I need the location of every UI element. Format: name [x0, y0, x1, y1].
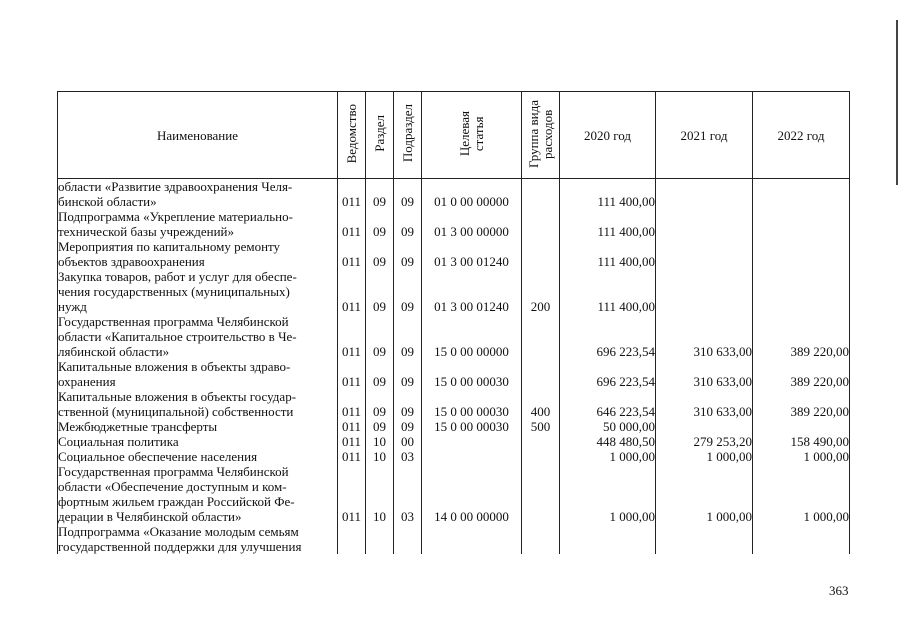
budget-table [57, 91, 850, 554]
podrazdel-cell: 03 [394, 449, 422, 464]
vedomstvo-cell: 011 [338, 449, 366, 464]
table-row [58, 359, 850, 389]
amount-2022-cell: 389 220,00 [753, 389, 850, 419]
table-row [58, 314, 850, 359]
amount-2021-cell [656, 524, 753, 554]
vedomstvo-cell: 011 [338, 269, 366, 314]
tselevaya-cell: 15 0 00 00000 [422, 314, 522, 359]
page-number: 363 [829, 583, 849, 598]
vedomstvo-cell: 011 [338, 209, 366, 239]
table-row [58, 464, 850, 524]
tselevaya-cell: 15 0 00 00030 [422, 389, 522, 419]
table-row [58, 269, 850, 314]
podrazdel-cell: 09 [394, 389, 422, 419]
table-row [58, 419, 850, 434]
vedomstvo-cell: 011 [338, 389, 366, 419]
amount-2022-cell: 158 490,00 [753, 434, 850, 449]
table-row [58, 524, 850, 554]
amount-2021-cell: 279 253,20 [656, 434, 753, 449]
table-row [58, 209, 850, 239]
table-body [58, 179, 850, 555]
amount-2021-cell: 1 000,00 [656, 449, 753, 464]
amount-2020-cell: 448 480,50 [560, 434, 656, 449]
amount-2021-cell: 310 633,00 [656, 359, 753, 389]
amount-2020-cell: 111 400,00 [560, 209, 656, 239]
col-header-podrazdel: Подраздел [394, 92, 422, 179]
razdel-cell: 10 [366, 449, 394, 464]
gruppa-cell [522, 314, 560, 359]
gruppa-cell: 400 [522, 389, 560, 419]
gruppa-cell [522, 239, 560, 269]
razdel-cell: 09 [366, 359, 394, 389]
vedomstvo-cell: 011 [338, 464, 366, 524]
amount-2021-cell [656, 239, 753, 269]
col-header-vedomstvo: Ведомство [338, 92, 366, 179]
razdel-cell: 09 [366, 179, 394, 210]
tselevaya-cell: 14 0 00 00000 [422, 464, 522, 524]
gruppa-cell [522, 464, 560, 524]
tselevaya-cell [422, 449, 522, 464]
col-header-razdel: Раздел [366, 92, 394, 179]
razdel-cell: 10 [366, 464, 394, 524]
tselevaya-cell: 15 0 00 00030 [422, 419, 522, 434]
gruppa-cell: 200 [522, 269, 560, 314]
row-name-cell: Подпрограмма «Укрепление материально- технической базы учреждений» [58, 209, 338, 239]
col-header-tselevaya: Целевая статья [422, 92, 522, 179]
table-row [58, 239, 850, 269]
razdel-cell [366, 524, 394, 554]
amount-2021-cell: 310 633,00 [656, 314, 753, 359]
vedomstvo-cell: 011 [338, 419, 366, 434]
vedomstvo-cell: 011 [338, 239, 366, 269]
vedomstvo-cell: 011 [338, 314, 366, 359]
tselevaya-cell: 01 3 00 01240 [422, 269, 522, 314]
amount-2022-cell: 1 000,00 [753, 449, 850, 464]
razdel-cell: 09 [366, 389, 394, 419]
vedomstvo-cell: 011 [338, 359, 366, 389]
gruppa-cell [522, 209, 560, 239]
amount-2022-cell: 389 220,00 [753, 314, 850, 359]
row-name-cell: Подпрограмма «Оказание молодым семьям государственной поддержки для улучшения [58, 524, 338, 554]
amount-2022-cell [753, 239, 850, 269]
amount-2020-cell: 1 000,00 [560, 449, 656, 464]
gruppa-cell: 500 [522, 419, 560, 434]
amount-2021-cell [656, 419, 753, 434]
podrazdel-cell: 00 [394, 434, 422, 449]
row-name-cell: Государственная программа Челябинской области «Капитальное строительство в Че- лябинской области» [58, 314, 338, 359]
tselevaya-cell: 15 0 00 00030 [422, 359, 522, 389]
amount-2021-cell: 1 000,00 [656, 464, 753, 524]
table-row [58, 449, 850, 464]
col-header-gruppa: Группа вида расходов [522, 92, 560, 179]
amount-2021-cell [656, 269, 753, 314]
amount-2022-cell: 389 220,00 [753, 359, 850, 389]
razdel-cell: 10 [366, 434, 394, 449]
podrazdel-cell: 09 [394, 359, 422, 389]
amount-2022-cell [753, 419, 850, 434]
row-name-cell: Закупка товаров, работ и услуг для обеспе- чения государственных (муниципальных) нужд [58, 269, 338, 314]
row-name-cell: Межбюджетные трансферты [58, 419, 338, 434]
razdel-cell: 09 [366, 209, 394, 239]
tselevaya-cell [422, 434, 522, 449]
gruppa-cell [522, 449, 560, 464]
podrazdel-cell: 09 [394, 419, 422, 434]
podrazdel-cell: 03 [394, 464, 422, 524]
row-name-cell: Социальное обеспечение населения [58, 449, 338, 464]
tselevaya-cell: 01 3 00 00000 [422, 209, 522, 239]
amount-2020-cell: 646 223,54 [560, 389, 656, 419]
col-header-2020: 2020 год [560, 92, 656, 179]
razdel-cell: 09 [366, 419, 394, 434]
tselevaya-cell [422, 524, 522, 554]
vedomstvo-cell: 011 [338, 434, 366, 449]
col-header-name: Наименование [58, 92, 338, 179]
table-row [58, 389, 850, 419]
amount-2022-cell [753, 524, 850, 554]
podrazdel-cell [394, 524, 422, 554]
amount-2022-cell: 1 000,00 [753, 464, 850, 524]
amount-2020-cell: 111 400,00 [560, 269, 656, 314]
row-name-cell: Государственная программа Челябинской области «Обеспечение доступным и ком- фортным жильем граждан Российской Фе- дерации в Челябинской области» [58, 464, 338, 524]
podrazdel-cell: 09 [394, 269, 422, 314]
podrazdel-cell: 09 [394, 179, 422, 210]
vedomstvo-cell: 011 [338, 179, 366, 210]
tselevaya-cell: 01 3 00 01240 [422, 239, 522, 269]
gruppa-cell [522, 179, 560, 210]
amount-2020-cell: 111 400,00 [560, 179, 656, 210]
amount-2020-cell: 696 223,54 [560, 314, 656, 359]
amount-2020-cell: 1 000,00 [560, 464, 656, 524]
razdel-cell: 09 [366, 239, 394, 269]
amount-2021-cell [656, 179, 753, 210]
podrazdel-cell: 09 [394, 314, 422, 359]
table-row [58, 434, 850, 449]
amount-2021-cell: 310 633,00 [656, 389, 753, 419]
gruppa-cell [522, 434, 560, 449]
amount-2022-cell [753, 179, 850, 210]
amount-2022-cell [753, 269, 850, 314]
amount-2020-cell: 696 223,54 [560, 359, 656, 389]
col-header-2021: 2021 год [656, 92, 753, 179]
podrazdel-cell: 09 [394, 209, 422, 239]
col-header-2022: 2022 год [753, 92, 850, 179]
amount-2021-cell [656, 209, 753, 239]
row-name-cell: Капитальные вложения в объекты государ- ственной (муниципальной) собственности [58, 389, 338, 419]
row-name-cell: Мероприятия по капитальному ремонту объектов здравоохранения [58, 239, 338, 269]
gruppa-cell [522, 524, 560, 554]
amount-2020-cell [560, 524, 656, 554]
header-row [58, 92, 850, 179]
amount-2020-cell: 50 000,00 [560, 419, 656, 434]
right-margin-line [896, 20, 898, 185]
razdel-cell: 09 [366, 314, 394, 359]
razdel-cell: 09 [366, 269, 394, 314]
amount-2020-cell: 111 400,00 [560, 239, 656, 269]
table-row [58, 179, 850, 210]
row-name-cell: области «Развитие здравоохранения Челя- бинской области» [58, 179, 338, 210]
amount-2022-cell [753, 209, 850, 239]
row-name-cell: Социальная политика [58, 434, 338, 449]
vedomstvo-cell [338, 524, 366, 554]
gruppa-cell [522, 359, 560, 389]
tselevaya-cell: 01 0 00 00000 [422, 179, 522, 210]
podrazdel-cell: 09 [394, 239, 422, 269]
row-name-cell: Капитальные вложения в объекты здраво- охранения [58, 359, 338, 389]
